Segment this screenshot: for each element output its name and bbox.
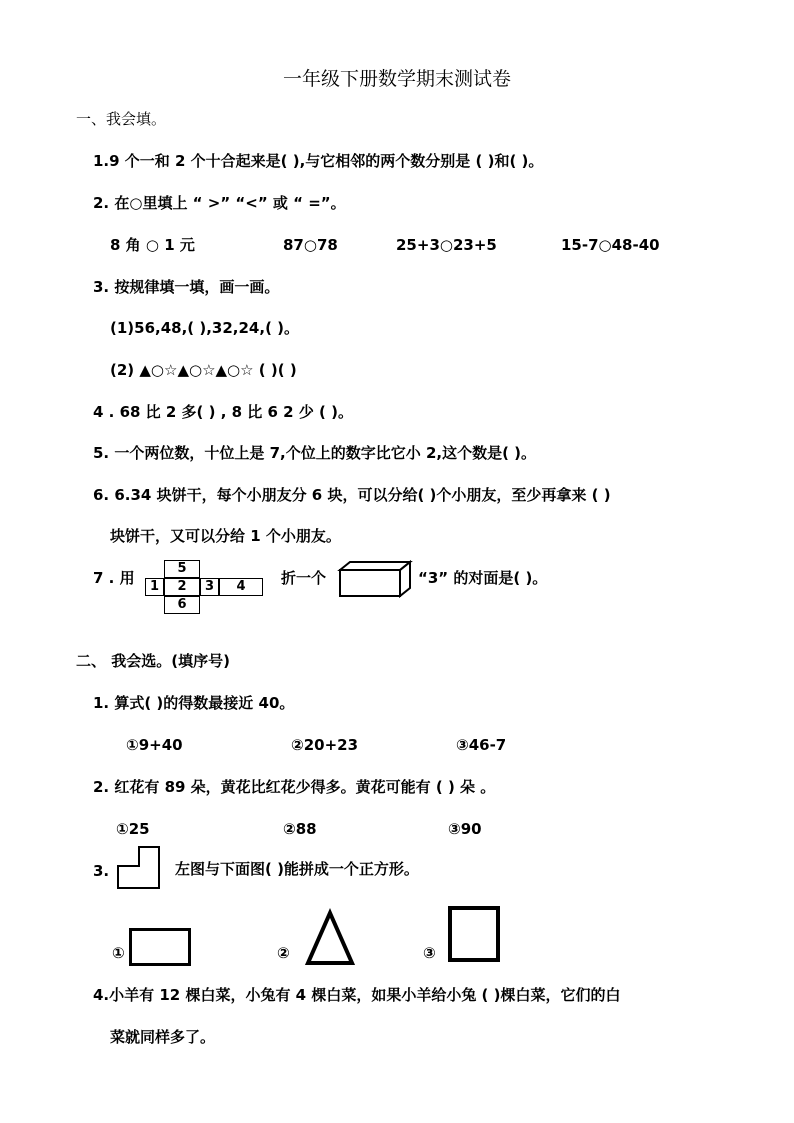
q2-item-3: 25+3○23+5	[396, 236, 497, 254]
question-1-6-line-2: 块饼干，又可以分给 1 个小朋友。	[110, 527, 341, 545]
question-1-7-suffix: “3” 的对面是( )。	[418, 569, 548, 587]
q2-item-1: 8 角 ○ 1 元	[110, 236, 195, 254]
q2-3-option-3-label: ③	[423, 944, 436, 962]
q2-2-option-1: ①25	[116, 820, 150, 838]
net-face-1: 1	[145, 578, 164, 596]
net-face-3: 3	[200, 578, 219, 596]
q2-1-option-1: ①9+40	[126, 736, 183, 754]
q2-item-2: 87○78	[283, 236, 338, 254]
question-1-3: 3. 按规律填一填，画一画。	[93, 278, 280, 296]
question-1-3-part-2: (2) ▲○☆▲○☆▲○☆ ( )( )	[110, 361, 297, 379]
net-face-5: 5	[164, 560, 200, 578]
q2-2-option-3: ③90	[448, 820, 482, 838]
q2-1-option-2: ②20+23	[291, 736, 359, 754]
q2-3-option-2-label: ②	[277, 944, 290, 962]
net-face-6: 6	[164, 596, 200, 614]
question-1-1: 1.9 个一和 2 个十合起来是( ),与它相邻的两个数分别是 ( )和( )。	[93, 152, 544, 170]
triangle-shape-icon	[305, 910, 355, 966]
cube-net-diagram	[145, 560, 265, 614]
question-2-3-text: 左图与下面图( )能拼成一个正方形。	[175, 860, 419, 878]
question-1-7-middle: 折一个	[281, 569, 327, 587]
question-2-3-number: 3.	[93, 862, 110, 880]
question-1-3-part-1: (1)56,48,( ),32,24,( )。	[110, 319, 300, 337]
question-1-4: 4 . 68 比 2 多( ) , 8 比 6 2 少 ( )。	[93, 403, 353, 421]
net-face-2: 2	[164, 578, 200, 596]
question-2-4-line-1: 4.小羊有 12 棵白菜，小兔有 4 棵白菜，如果小羊给小兔 ( )棵白菜，它们的白	[93, 986, 621, 1004]
square-shape-icon	[448, 906, 502, 964]
cuboid-icon	[338, 560, 412, 598]
rectangle-shape-icon	[129, 928, 193, 968]
section-1-heading: 一、我会填。	[76, 110, 167, 128]
q2-2-option-2: ②88	[283, 820, 317, 838]
q2-item-4: 15-7○48-40	[561, 236, 660, 254]
question-2-2: 2. 红花有 89 朵，黄花比红花少得多。黄花可能有 ( ) 朵 。	[93, 778, 496, 796]
question-1-7-prefix: 7 . 用	[93, 569, 135, 587]
q2-3-option-1-label: ①	[112, 944, 125, 962]
question-1-5: 5. 一个两位数，十位上是 7,个位上的数字比它小 2,这个数是( )。	[93, 444, 537, 462]
question-2-1: 1. 算式( )的得数最接近 40。	[93, 694, 295, 712]
question-1-6-line-1: 6. 6.34 块饼干，每个小朋友分 6 块，可以分给( )个小朋友，至少再拿来 ( )	[93, 486, 611, 504]
section-2-heading: 二、 我会选。(填序号)	[76, 652, 230, 670]
l-shape-icon	[117, 846, 161, 890]
net-face-4: 4	[219, 578, 263, 596]
question-2-4-line-2: 菜就同样多了。	[110, 1028, 216, 1046]
q2-1-option-3: ③46-7	[456, 736, 507, 754]
page-title: 一年级下册数学期末测试卷	[282, 68, 511, 90]
question-1-2: 2. 在○里填上 “ >” “<” 或 “ =”。	[93, 194, 346, 212]
